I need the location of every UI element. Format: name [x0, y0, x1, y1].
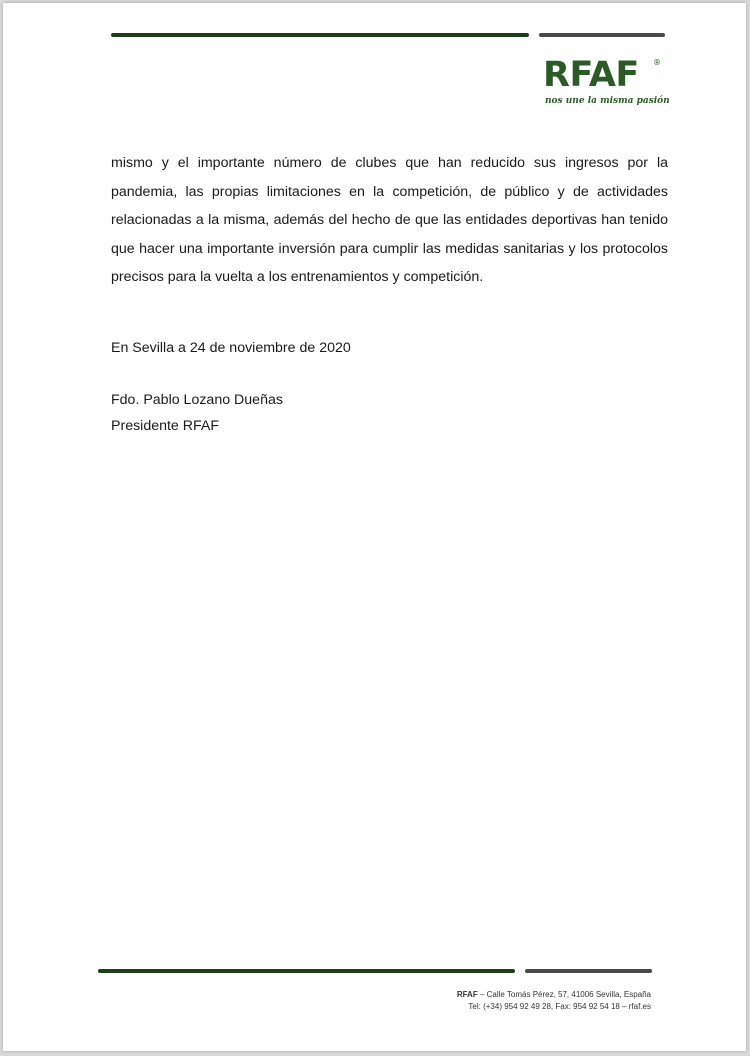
date-line: En Sevilla a 24 de noviembre de 2020	[111, 340, 351, 356]
registered-mark: ®	[653, 58, 661, 67]
footer-address: – Calle Tomás Pérez, 57, 41006 Sevilla, España	[477, 990, 651, 999]
document-page	[3, 3, 746, 1051]
logo-wordmark: RFAF	[543, 55, 639, 95]
signature-name: Fdo. Pablo Lozano Dueñas	[111, 392, 283, 408]
body-paragraph: mismo y el importante número de clubes que han reducido sus ingresos por la pandemia, las propias limitaciones en la competición, de público y de actividades relacionadas a la misma, además del hecho de que las entidades deportivas han tenido que hacer una importante inversión para cumplir las medidas sanitarias y los protocolos precisos para la vuelta a los entrenamientos y competición.	[111, 155, 668, 285]
header-rule-green	[111, 33, 529, 37]
rfaf-logo	[539, 55, 670, 111]
signature-title: Presidente RFAF	[111, 418, 220, 434]
logo-tagline: nos une la misma pasión	[545, 96, 670, 106]
footer-contact-line: Tel: (+34) 954 92 49 28, Fax: 954 92 54 18 – rfaf.es	[468, 1002, 651, 1011]
footer-address-line	[457, 989, 651, 1001]
footer-org: RFAF	[456, 990, 478, 999]
footer-contact	[457, 989, 651, 1013]
header-rule-grey	[539, 33, 665, 37]
footer-rule-grey	[525, 969, 652, 973]
footer-rule-green	[98, 969, 515, 973]
